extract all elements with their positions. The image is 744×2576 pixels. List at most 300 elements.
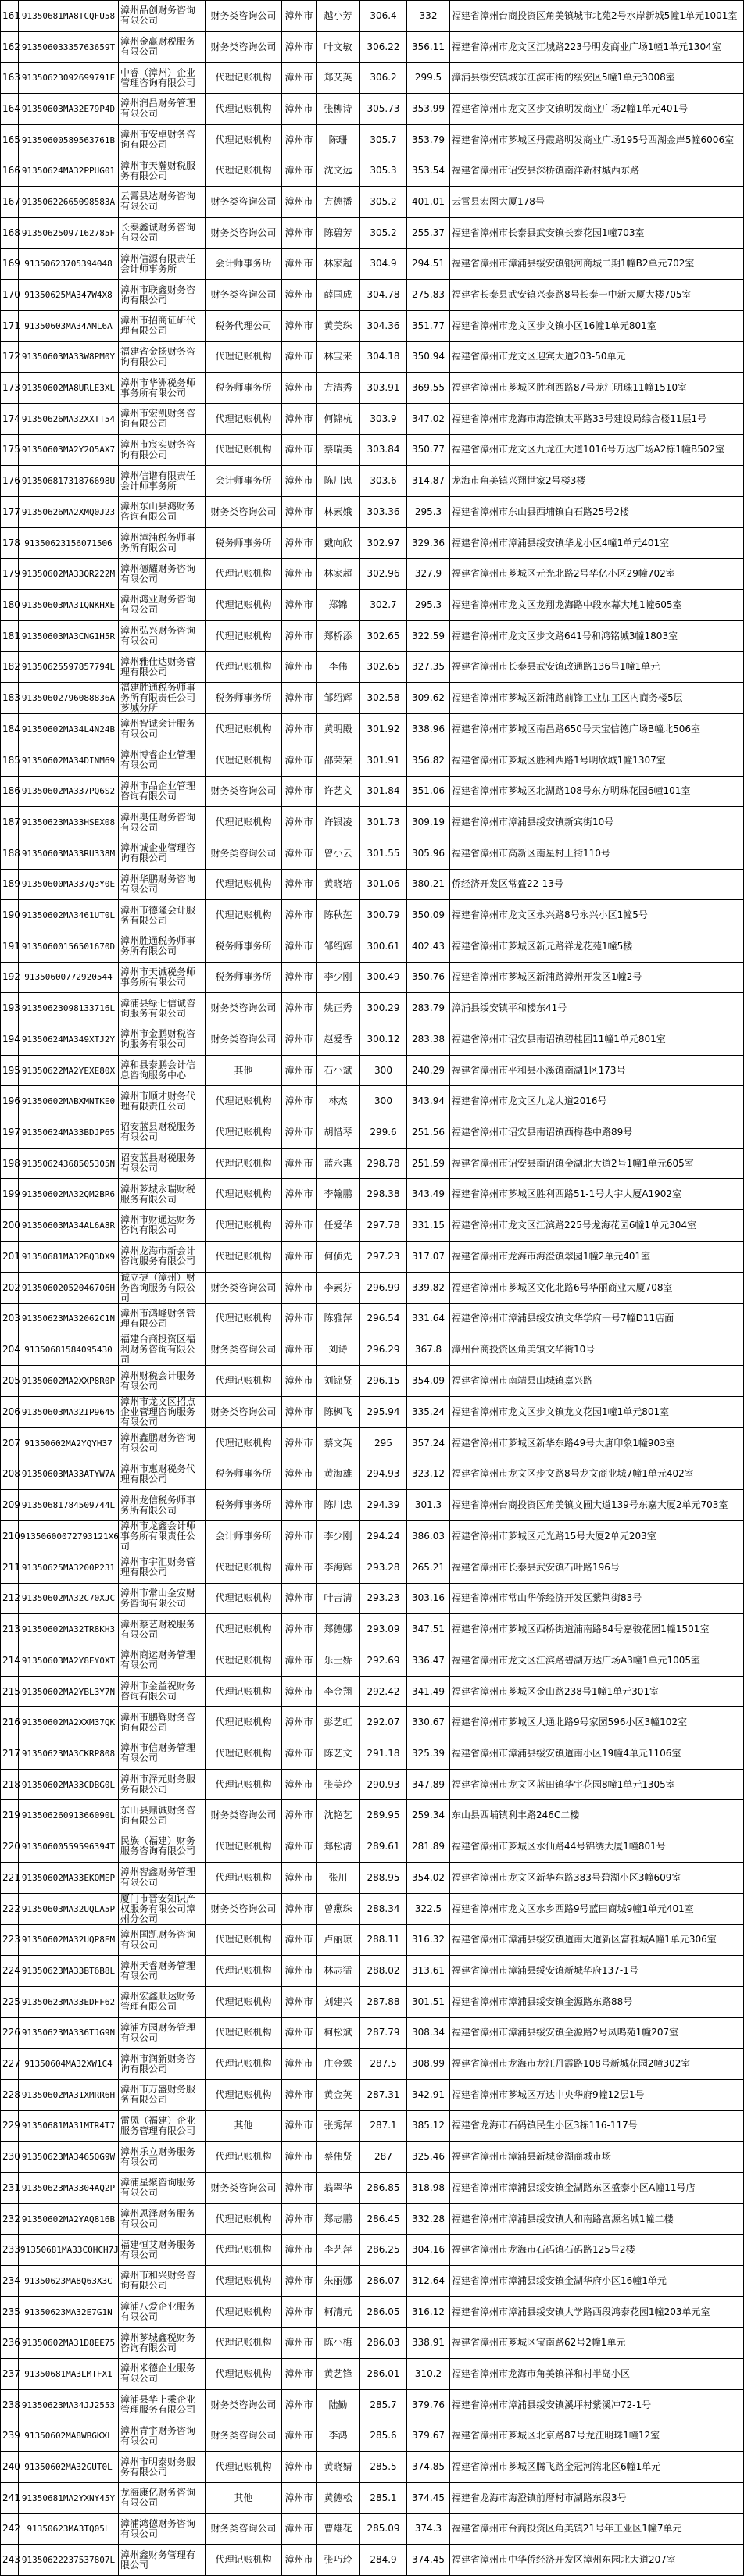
table-row — [1, 1459, 744, 1490]
city-cell: 漳州市 — [282, 1893, 317, 1924]
contact-person-cell: 陈小梅 — [317, 2328, 360, 2359]
score-cell: 303.6 — [360, 466, 407, 497]
table-row — [1, 1148, 744, 1179]
contact-person-cell: 黄明殿 — [317, 714, 360, 745]
institution-name-cell: 漳州市天诚税务师事务所有限公司 — [119, 962, 206, 993]
address-cell: 福建省漳州市漳浦县绥安镇金湖华府小区16幢1单元 — [450, 2266, 744, 2297]
institution-name-cell: 漳浦鸿德财务咨询有限公司 — [119, 2513, 206, 2545]
row-number-cell: 186 — [1, 776, 19, 807]
address-cell: 福建省漳州市漳浦县绥安镇金湖路东区盛泰小区A幢11号店 — [450, 2173, 744, 2204]
table-row — [1, 1490, 744, 1521]
row-number-cell: 216 — [1, 1707, 19, 1738]
score-cell: 300 — [360, 1055, 407, 1086]
contact-person-cell: 蓝永惠 — [317, 1148, 360, 1179]
address-cell: 福建省漳州市龙文区步文镇小区16幢1单元801室 — [450, 310, 744, 341]
credit-code-cell: 91350602MA32GUT0L — [19, 2452, 119, 2483]
city-cell: 漳州市 — [282, 745, 317, 776]
secondary-score-cell: 316.12 — [407, 2296, 450, 2328]
score-cell: 298.38 — [360, 1179, 407, 1210]
contact-person-cell: 邹绍辉 — [317, 931, 360, 962]
credit-code-cell: 91350603MA33W8PM0Y — [19, 341, 119, 373]
institution-name-cell: 诏安蓝县财税服务有限公司 — [119, 1148, 206, 1179]
row-number-cell: 198 — [1, 1148, 19, 1179]
city-cell: 漳州市 — [282, 1552, 317, 1583]
institution-name-cell: 漳州弘兴财务咨询有限公司 — [119, 620, 206, 652]
secondary-score-cell: 323.12 — [407, 1459, 450, 1490]
institution-name-cell: 诚立捷（漳州）财务咨询服务有限公司 — [119, 1272, 206, 1303]
city-cell: 漳州市 — [282, 1210, 317, 1242]
credit-code-cell: 91350623MA3CKRP808 — [19, 1738, 119, 1770]
secondary-score-cell: 308.34 — [407, 2017, 450, 2049]
score-cell: 303.36 — [360, 497, 407, 528]
contact-person-cell: 林家超 — [317, 559, 360, 590]
score-cell: 300.29 — [360, 993, 407, 1024]
table-row — [1, 1924, 744, 1956]
contact-person-cell: 赵爱香 — [317, 1024, 360, 1056]
institution-type-cell: 税务师事务所 — [206, 527, 282, 559]
score-cell: 284.9 — [360, 2545, 407, 2576]
credit-code-cell: 91350623092699791F — [19, 63, 119, 94]
address-cell: 福建省漳州市芗城区水仙路44号锦绣大厦1幢801号 — [450, 1831, 744, 1863]
credit-code-cell: 91350623705394048 — [19, 248, 119, 280]
institution-name-cell: 漳州东山县鸿财务咨询有限公司 — [119, 497, 206, 528]
city-cell: 漳州市 — [282, 2173, 317, 2204]
institution-type-cell: 会计师事务所 — [206, 466, 282, 497]
table-row — [1, 962, 744, 993]
table-row — [1, 1086, 744, 1117]
institution-type-cell: 代理记账机构 — [206, 94, 282, 125]
city-cell: 漳州市 — [282, 683, 317, 714]
score-cell: 303.9 — [360, 403, 407, 434]
credit-code-cell: 91350681584095430 — [19, 1334, 119, 1366]
score-cell: 305.3 — [360, 155, 407, 187]
contact-person-cell: 翁翠华 — [317, 2173, 360, 2204]
secondary-score-cell: 318.98 — [407, 2173, 450, 2204]
city-cell: 漳州市 — [282, 124, 317, 155]
address-cell: 福建省长泰县武安镇兴泰路8号长泰一中新大厦大楼705室 — [450, 280, 744, 311]
score-cell: 306.22 — [360, 31, 407, 63]
row-number-cell: 171 — [1, 310, 19, 341]
row-number-cell: 191 — [1, 931, 19, 962]
row-number-cell: 223 — [1, 1924, 19, 1956]
credit-code-cell: 91350681MA3LMTFX1 — [19, 2359, 119, 2390]
city-cell: 漳州市 — [282, 1645, 317, 1677]
secondary-score-cell: 314.87 — [407, 466, 450, 497]
row-number-cell: 212 — [1, 1583, 19, 1614]
table-row — [1, 527, 744, 559]
score-cell: 300 — [360, 1086, 407, 1117]
institution-type-cell: 其他 — [206, 1055, 282, 1086]
institution-name-cell: 漳州国凯财务咨询有限公司 — [119, 1924, 206, 1956]
secondary-score-cell: 309.62 — [407, 683, 450, 714]
institution-type-cell: 税务师事务所 — [206, 1490, 282, 1521]
credit-code-cell: 91350600589563761B — [19, 124, 119, 155]
row-number-cell: 193 — [1, 993, 19, 1024]
credit-code-cell: 91350603MA34AL6A8R — [19, 1210, 119, 1242]
credit-code-cell: 91350623098133716L — [19, 993, 119, 1024]
contact-person-cell: 叶吉清 — [317, 1583, 360, 1614]
row-number-cell: 242 — [1, 2513, 19, 2545]
city-cell: 漳州市 — [282, 652, 317, 683]
score-cell: 297.78 — [360, 1210, 407, 1242]
institution-type-cell: 代理记账机构 — [206, 1707, 282, 1738]
contact-person-cell: 朱丽娜 — [317, 2266, 360, 2297]
row-number-cell: 217 — [1, 1738, 19, 1770]
secondary-score-cell: 332.28 — [407, 2203, 450, 2235]
institution-type-cell: 代理记账机构 — [206, 869, 282, 900]
address-cell: 福建省漳州市芗城区南昌路650号天宝信德广场B幢北506室 — [450, 714, 744, 745]
contact-person-cell: 姚正秀 — [317, 993, 360, 1024]
city-cell: 漳州市 — [282, 1, 317, 32]
score-cell: 306.4 — [360, 1, 407, 32]
credit-code-cell: 91350602MA8WBGKXL — [19, 2421, 119, 2452]
institution-name-cell: 漳州市龙文区招点企业管理咨询服务有限公司 — [119, 1396, 206, 1427]
row-number-cell: 243 — [1, 2545, 19, 2576]
institution-name-cell: 漳州市天瀚财税服务有限公司 — [119, 155, 206, 187]
institution-name-cell: 漳州龙海市新会计咨询服务有限公司 — [119, 1241, 206, 1272]
city-cell: 漳州市 — [282, 993, 317, 1024]
row-number-cell: 211 — [1, 1552, 19, 1583]
score-cell: 286.05 — [360, 2296, 407, 2328]
city-cell: 漳州市 — [282, 1179, 317, 1210]
row-number-cell: 174 — [1, 403, 19, 434]
institution-type-cell: 财务类咨询公司 — [206, 2421, 282, 2452]
row-number-cell: 230 — [1, 2142, 19, 2173]
contact-person-cell: 陈雅萍 — [317, 1303, 360, 1334]
institution-type-cell: 代理记账机构 — [206, 559, 282, 590]
city-cell: 漳州市 — [282, 1676, 317, 1707]
credit-code-cell: 91350602MA2XXP8R0P — [19, 1366, 119, 1397]
table-row — [1, 652, 744, 683]
table-row — [1, 1986, 744, 2017]
score-cell: 305.2 — [360, 187, 407, 218]
city-cell: 漳州市 — [282, 2049, 317, 2080]
city-cell: 漳州市 — [282, 1738, 317, 1770]
table-row — [1, 1862, 744, 1893]
row-number-cell: 225 — [1, 1986, 19, 2017]
table-row — [1, 2545, 744, 2576]
address-cell: 福建省漳州市诏安县深桥镇南洋新村城西东路 — [450, 155, 744, 187]
table-row — [1, 1366, 744, 1397]
secondary-score-cell: 350.77 — [407, 434, 450, 466]
institution-type-cell: 代理记账机构 — [206, 745, 282, 776]
score-cell: 287.1 — [360, 2110, 407, 2142]
contact-person-cell: 邹绍辉 — [317, 683, 360, 714]
address-cell: 福建省漳州市漳浦县绥安镇华龙小区4幢1单元401室 — [450, 527, 744, 559]
institution-type-cell: 税务师事务所 — [206, 1459, 282, 1490]
table-row — [1, 745, 744, 776]
institution-type-cell: 代理记账机构 — [206, 620, 282, 652]
table-row — [1, 94, 744, 125]
secondary-score-cell: 322.59 — [407, 620, 450, 652]
secondary-score-cell: 350.94 — [407, 341, 450, 373]
secondary-score-cell: 332 — [407, 1, 450, 32]
credit-code-cell: 91350623MA33HSEX08 — [19, 807, 119, 838]
table-row — [1, 2203, 744, 2235]
credit-code-cell: 91350602MA32C70XJC — [19, 1583, 119, 1614]
score-cell: 293.09 — [360, 1614, 407, 1645]
address-cell: 福建省漳州市漳浦县绥安镇新城华府137-1号 — [450, 1956, 744, 1987]
score-cell: 302.65 — [360, 652, 407, 683]
row-number-cell: 241 — [1, 2482, 19, 2513]
credit-code-cell: 91350600559596394T — [19, 1831, 119, 1863]
institution-name-cell: 漳州市招商证研代理有限公司 — [119, 310, 206, 341]
contact-person-cell: 陈川忠 — [317, 1490, 360, 1521]
institution-type-cell: 税务代理公司 — [206, 310, 282, 341]
credit-code-cell: 91350681MA31MTR4T7 — [19, 2110, 119, 2142]
address-cell: 福建省漳州市漳浦县绥安镇道南大道新区富雅城A幢1单元306室 — [450, 1924, 744, 1956]
credit-code-cell: 91350602MA2YBL3Y7N — [19, 1676, 119, 1707]
city-cell: 漳州市 — [282, 1055, 317, 1086]
city-cell: 漳州市 — [282, 2017, 317, 2049]
address-cell: 福建省漳州市龙文区新华东路383号碧湖小区3幢609室 — [450, 1862, 744, 1893]
city-cell: 漳州市 — [282, 1800, 317, 1831]
institution-type-cell: 财务类咨询公司 — [206, 1334, 282, 1366]
credit-code-cell: 91350623156071506 — [19, 527, 119, 559]
institution-type-cell: 代理记账机构 — [206, 2017, 282, 2049]
institution-type-cell: 代理记账机构 — [206, 1427, 282, 1459]
score-cell: 301.06 — [360, 869, 407, 900]
institution-name-cell: 漳州商运财务管理有限公司 — [119, 1645, 206, 1677]
city-cell: 漳州市 — [282, 931, 317, 962]
score-cell: 287.5 — [360, 2049, 407, 2080]
row-number-cell: 189 — [1, 869, 19, 900]
credit-code-cell: 91350623MA32062C1N — [19, 1303, 119, 1334]
address-cell: 侨经济开发区常盛22-13号 — [450, 869, 744, 900]
contact-person-cell: 陈秋莲 — [317, 900, 360, 931]
institution-type-cell: 会计师事务所 — [206, 248, 282, 280]
secondary-score-cell: 380.21 — [407, 869, 450, 900]
address-cell: 福建省漳州台商投资区角美镇文圃大道139号东嘉大厦2单元703室 — [450, 1490, 744, 1521]
contact-person-cell: 黄金英 — [317, 2079, 360, 2110]
credit-code-cell: 91350602MA33CDBG0L — [19, 1769, 119, 1800]
contact-person-cell: 张秀萍 — [317, 2110, 360, 2142]
city-cell: 漳州市 — [282, 2482, 317, 2513]
institution-name-cell: 雷凤（福建）企业服务管理有限公司 — [119, 2110, 206, 2142]
secondary-score-cell: 379.76 — [407, 2389, 450, 2421]
table-row — [1, 2421, 744, 2452]
city-cell: 漳州市 — [282, 2266, 317, 2297]
row-number-cell: 173 — [1, 373, 19, 404]
address-cell: 福建省漳州市芗城区胜利西路51-1号大宇大厦A1902室 — [450, 1179, 744, 1210]
address-cell: 福建省漳州市漳浦县绥安镇溪坪村紫溪冲72-1号 — [450, 2389, 744, 2421]
row-number-cell: 224 — [1, 1956, 19, 1987]
table-row — [1, 993, 744, 1024]
contact-person-cell: 薛国成 — [317, 280, 360, 311]
institution-type-cell: 税务师事务所 — [206, 683, 282, 714]
score-cell: 304.78 — [360, 280, 407, 311]
city-cell: 漳州市 — [282, 1117, 317, 1149]
row-number-cell: 214 — [1, 1645, 19, 1677]
institution-type-cell: 代理记账机构 — [206, 1552, 282, 1583]
score-cell: 303.84 — [360, 434, 407, 466]
secondary-score-cell: 301.51 — [407, 1986, 450, 2017]
table-row — [1, 2452, 744, 2483]
contact-person-cell: 陈枫飞 — [317, 1396, 360, 1427]
city-cell: 漳州市 — [282, 714, 317, 745]
score-cell: 302.96 — [360, 559, 407, 590]
table-row — [1, 466, 744, 497]
institution-name-cell: 漳州财税会计服务有限公司 — [119, 1366, 206, 1397]
secondary-score-cell: 347.02 — [407, 403, 450, 434]
table-row — [1, 1303, 744, 1334]
table-row — [1, 280, 744, 311]
city-cell: 漳州市 — [282, 217, 317, 248]
credit-code-cell: 91350600072793121X6 — [19, 1520, 119, 1552]
table-row — [1, 1676, 744, 1707]
credit-code-cell: 91350626091366090L — [19, 1800, 119, 1831]
contact-person-cell: 方德播 — [317, 187, 360, 218]
table-row — [1, 776, 744, 807]
contact-person-cell: 方清秀 — [317, 373, 360, 404]
institution-type-cell: 代理记账机构 — [206, 1738, 282, 1770]
row-number-cell: 239 — [1, 2421, 19, 2452]
score-cell: 292.42 — [360, 1676, 407, 1707]
secondary-score-cell: 386.03 — [407, 1520, 450, 1552]
secondary-score-cell: 295.3 — [407, 590, 450, 621]
credit-code-cell: 91350603MA32IP9645 — [19, 1396, 119, 1427]
institution-name-cell: 漳州智鑫财务管理有限公司 — [119, 1862, 206, 1893]
secondary-score-cell: 385.12 — [407, 2110, 450, 2142]
credit-code-cell: 91350623MA3304AQ2P — [19, 2173, 119, 2204]
contact-person-cell: 乐士娇 — [317, 1645, 360, 1677]
city-cell: 漳州市 — [282, 31, 317, 63]
city-cell: 漳州市 — [282, 1769, 317, 1800]
city-cell: 漳州市 — [282, 527, 317, 559]
credit-code-cell: 91350623MA3TQ05L — [19, 2513, 119, 2545]
credit-code-cell: 91350602MABXMNTKE0 — [19, 1086, 119, 1117]
table-row — [1, 590, 744, 621]
score-cell: 302.65 — [360, 620, 407, 652]
table-row — [1, 2079, 744, 2110]
institution-name-cell: 漳州龙信税务师事务所有限公司 — [119, 1490, 206, 1521]
score-cell: 304.36 — [360, 310, 407, 341]
table-row — [1, 403, 744, 434]
table-row — [1, 900, 744, 931]
city-cell: 漳州市 — [282, 1459, 317, 1490]
institution-type-cell: 代理记账机构 — [206, 2079, 282, 2110]
table-row — [1, 497, 744, 528]
contact-person-cell: 邵荣荣 — [317, 745, 360, 776]
row-number-cell: 213 — [1, 1614, 19, 1645]
city-cell: 漳州市 — [282, 807, 317, 838]
row-number-cell: 163 — [1, 63, 19, 94]
institution-type-cell: 代理记账机构 — [206, 403, 282, 434]
row-number-cell: 170 — [1, 280, 19, 311]
address-cell: 福建省漳州市诏安县南诏镇西梅巷中路89号 — [450, 1117, 744, 1149]
score-cell: 295.94 — [360, 1396, 407, 1427]
row-number-cell: 187 — [1, 807, 19, 838]
credit-code-cell: 91350600156501670D — [19, 931, 119, 962]
address-cell: 漳浦县绥安镇平和楼东41号 — [450, 993, 744, 1024]
institution-type-cell: 财务类咨询公司 — [206, 2173, 282, 2204]
institution-type-cell: 税务师事务所 — [206, 373, 282, 404]
credit-code-cell: 91350681MA2YXNY45Y — [19, 2482, 119, 2513]
credit-code-cell: 91350600MA337Q3Y0E — [19, 869, 119, 900]
table-row — [1, 217, 744, 248]
institution-type-cell: 财务类咨询公司 — [206, 187, 282, 218]
score-cell: 301.55 — [360, 838, 407, 869]
secondary-score-cell: 356.82 — [407, 745, 450, 776]
score-cell: 300.79 — [360, 900, 407, 931]
secondary-score-cell: 294.51 — [407, 248, 450, 280]
city-cell: 漳州市 — [282, 1614, 317, 1645]
row-number-cell: 172 — [1, 341, 19, 373]
institution-name-cell: 漳州鸿业财务咨询有限公司 — [119, 590, 206, 621]
secondary-score-cell: 353.54 — [407, 155, 450, 187]
contact-person-cell: 张巧玲 — [317, 2545, 360, 2576]
contact-person-cell: 叶文敏 — [317, 31, 360, 63]
table-row — [1, 2513, 744, 2545]
address-cell: 福建省漳州市平和县小溪镇南湖1区173号 — [450, 1055, 744, 1086]
institution-name-cell: 民族（福建）财务服务咨询有限公司 — [119, 1831, 206, 1863]
address-cell: 福建省漳州市芗城区元光北路2号华亿小区29幢702室 — [450, 559, 744, 590]
score-cell: 304.18 — [360, 341, 407, 373]
address-cell: 福建省龙海市石码镇民生小区3栋116-117号 — [450, 2110, 744, 2142]
institution-type-cell: 代理记账机构 — [206, 63, 282, 94]
row-number-cell: 177 — [1, 497, 19, 528]
row-number-cell: 196 — [1, 1086, 19, 1117]
credit-code-cell: 91350602052046706H — [19, 1272, 119, 1303]
institution-name-cell: 漳州青宇财务咨询有限公司 — [119, 2421, 206, 2452]
address-cell: 福建省漳州市龙文区江滨路225号龙海花园6幢1单元304室 — [450, 1210, 744, 1242]
city-cell: 漳州市 — [282, 1862, 317, 1893]
table-row — [1, 1427, 744, 1459]
credit-code-cell: 91350603MA3CNG1H5R — [19, 620, 119, 652]
contact-person-cell: 林志猛 — [317, 1956, 360, 1987]
row-number-cell: 166 — [1, 155, 19, 187]
address-cell: 福建省漳州市芗城区元光路15号大厦2单元203室 — [450, 1520, 744, 1552]
address-cell: 福建省漳州市龙海市海澄镇太平路33号建设局综合楼11层1号 — [450, 403, 744, 434]
address-cell: 福建省漳州市龙海市海澄镇翠园1幢2单元401室 — [450, 1241, 744, 1272]
contact-person-cell: 曾小云 — [317, 838, 360, 869]
institution-name-cell: 漳州奥佳财务咨询有限公司 — [119, 807, 206, 838]
secondary-score-cell: 338.96 — [407, 714, 450, 745]
address-cell: 福建省漳州市龙文区迎宾大道203-50单元 — [450, 341, 744, 373]
contact-person-cell: 张美玲 — [317, 1769, 360, 1800]
contact-person-cell: 庄金霖 — [317, 2049, 360, 2080]
secondary-score-cell: 336.47 — [407, 1645, 450, 1677]
city-cell: 漳州市 — [282, 497, 317, 528]
contact-person-cell: 沈艳艺 — [317, 1800, 360, 1831]
secondary-score-cell: 312.64 — [407, 2266, 450, 2297]
row-number-cell: 234 — [1, 2266, 19, 2297]
address-cell: 福建省漳州市芗城区金山路238号1幢1单元301室 — [450, 1676, 744, 1707]
row-number-cell: 233 — [1, 2235, 19, 2266]
secondary-score-cell: 354.09 — [407, 1366, 450, 1397]
credit-code-cell: 91350602MA2XXM37QK — [19, 1707, 119, 1738]
institution-name-cell: 漳州漳浦税务师事务所有限公司 — [119, 527, 206, 559]
row-number-cell: 229 — [1, 2110, 19, 2142]
score-cell: 285.1 — [360, 2482, 407, 2513]
institution-type-cell: 代理记账机构 — [206, 1303, 282, 1334]
institution-name-cell: 漳州博睿企业管理有限公司 — [119, 745, 206, 776]
credit-code-cell: 91350602MA32QM2BR6 — [19, 1179, 119, 1210]
address-cell: 福建省漳州市长泰县武安镇长泰花园1幢703室 — [450, 217, 744, 248]
address-cell: 福建省漳州市漳浦县绥安镇新宾街10号 — [450, 807, 744, 838]
secondary-score-cell: 304.16 — [407, 2235, 450, 2266]
row-number-cell: 199 — [1, 1179, 19, 1210]
institution-type-cell: 财务类咨询公司 — [206, 2389, 282, 2421]
table-row — [1, 2296, 744, 2328]
secondary-score-cell: 331.15 — [407, 1210, 450, 1242]
credit-code-cell: 91350602MA3461UT0L — [19, 900, 119, 931]
address-cell: 东山县西埔镇利丰路246C二楼 — [450, 1800, 744, 1831]
score-cell: 288.95 — [360, 1862, 407, 1893]
credit-code-cell: 91350603335763659T — [19, 31, 119, 63]
institution-type-cell: 代理记账机构 — [206, 2328, 282, 2359]
table-row — [1, 1738, 744, 1770]
